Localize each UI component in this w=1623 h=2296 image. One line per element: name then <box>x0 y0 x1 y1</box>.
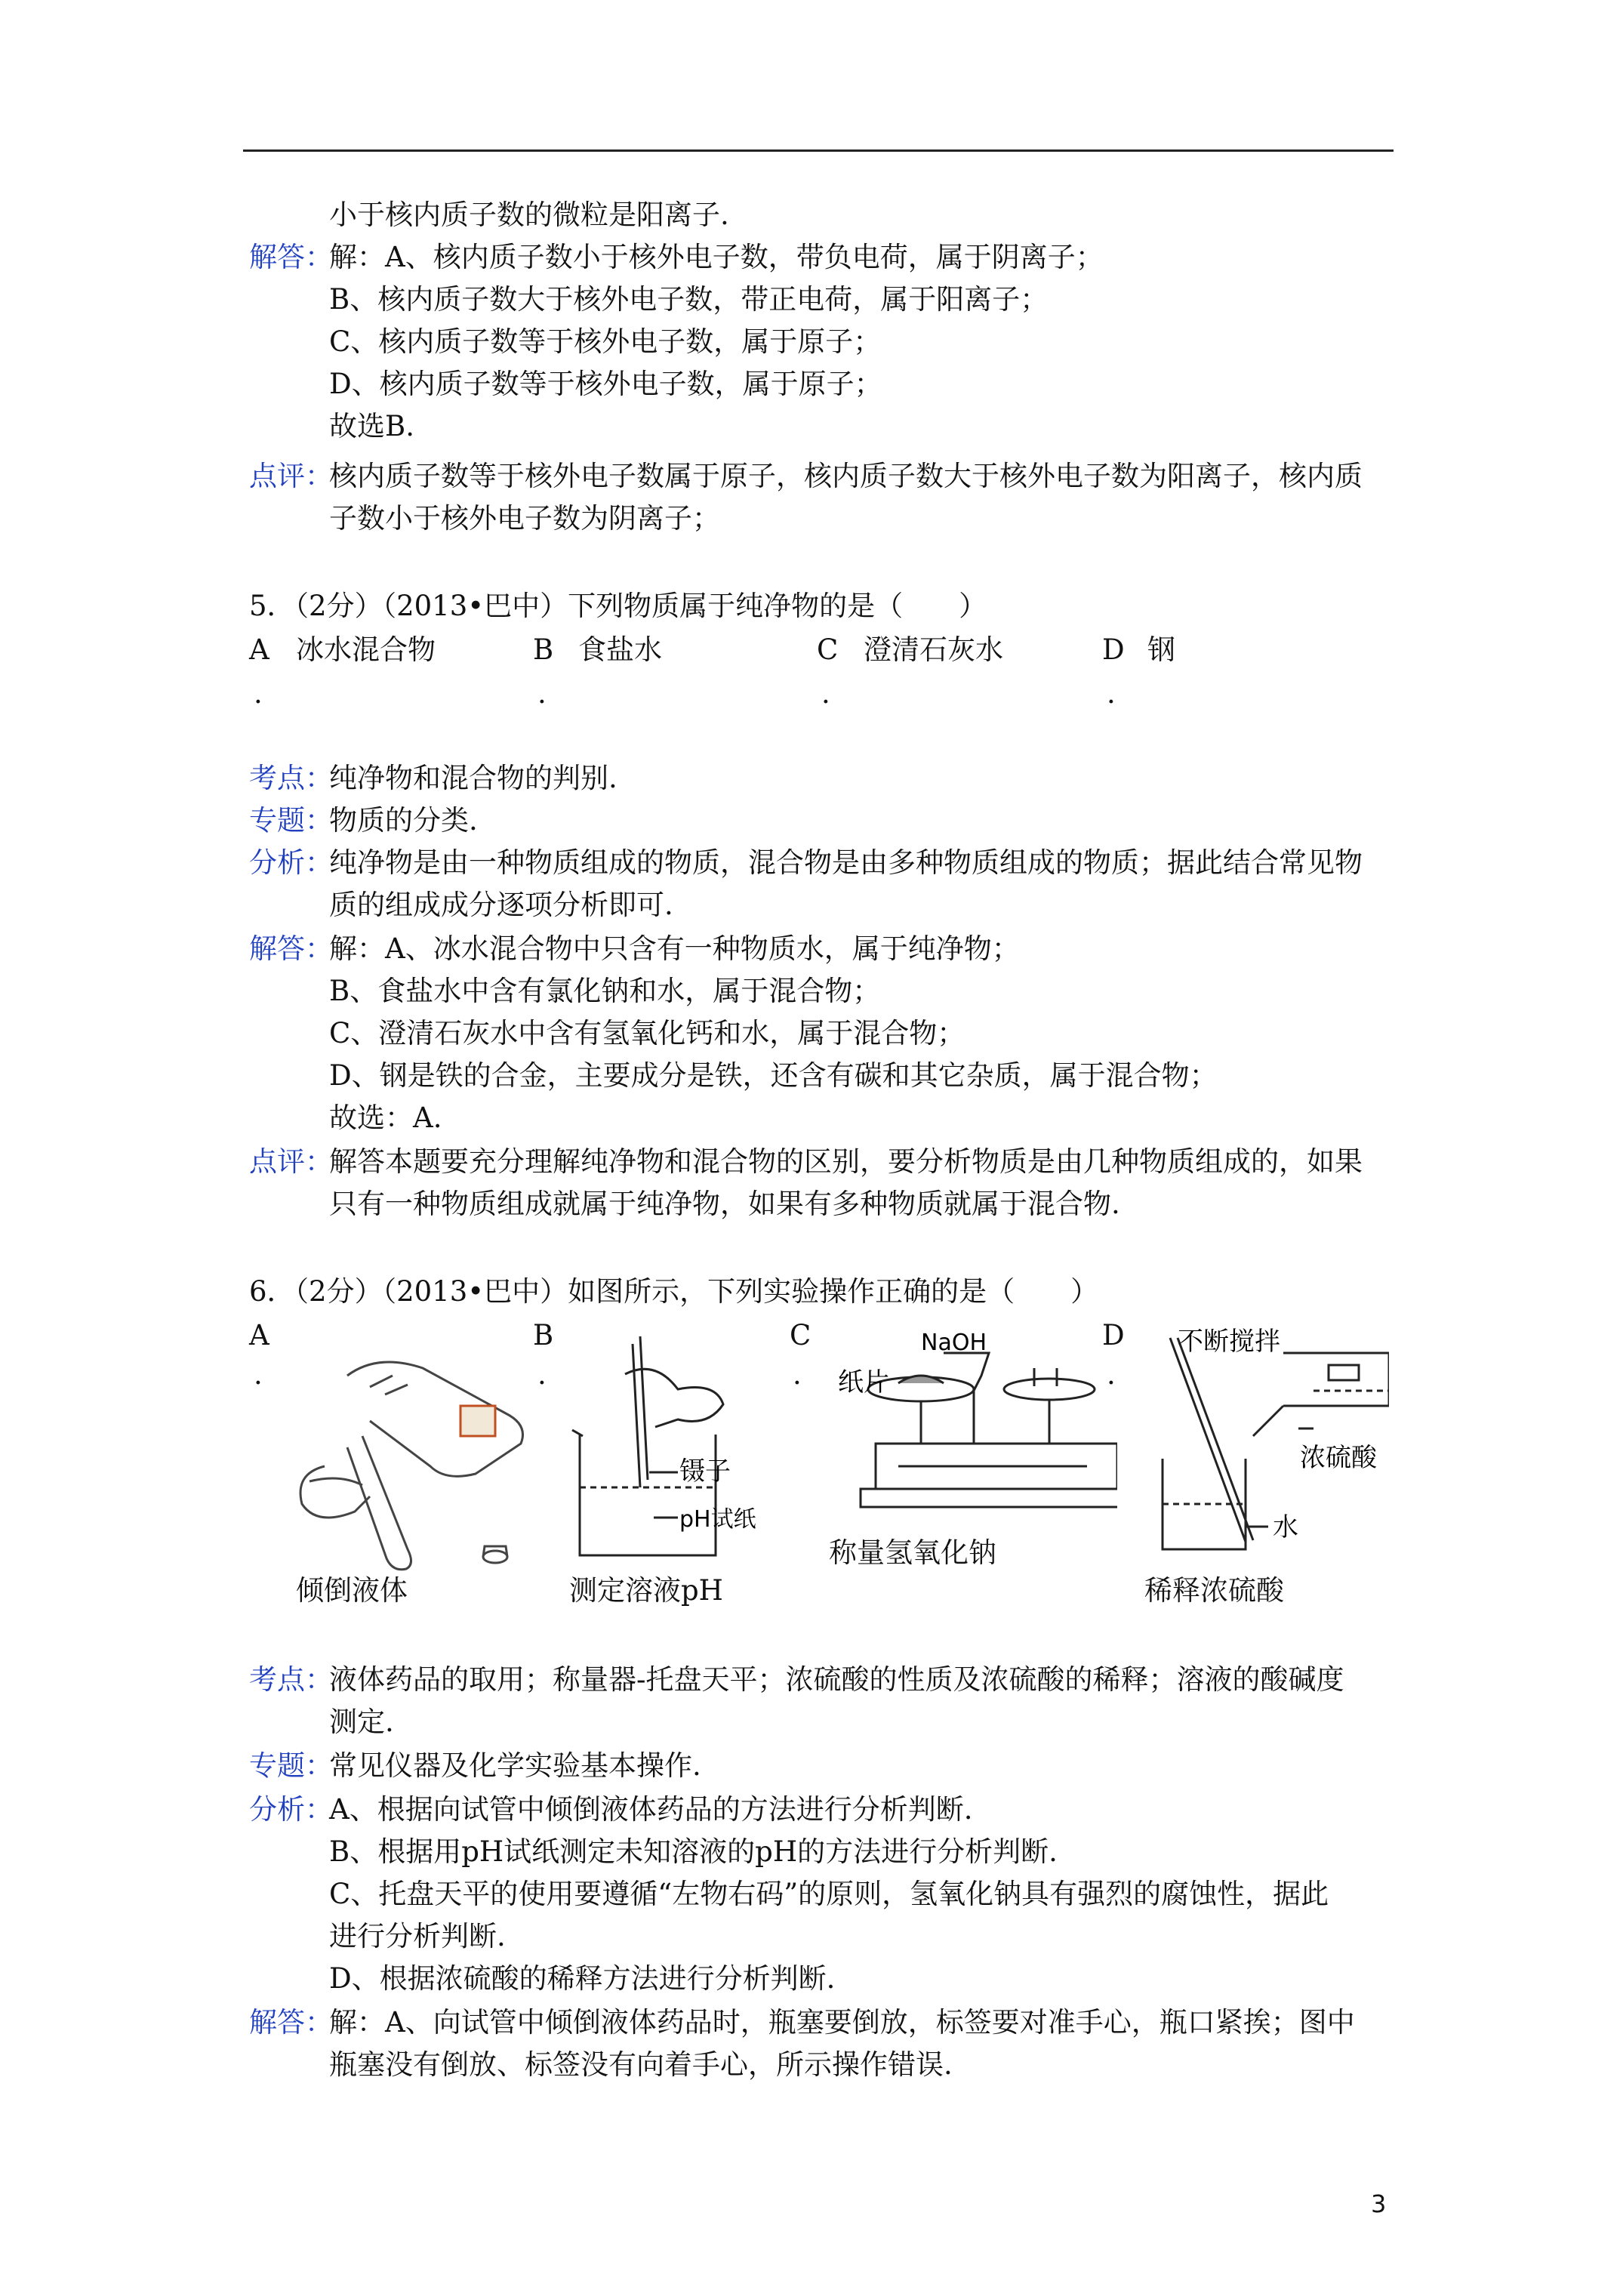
q6-option-b-letter: B <box>533 1319 554 1351</box>
q5-zhuanti: 物质的分类. <box>329 804 478 837</box>
figure-balance <box>830 1323 1117 1542</box>
q5-kaodian-label: 考点： <box>249 762 333 794</box>
q6-answer-line: 解：A、向试管中倾倒液体药品时，瓶塞要倒放，标签要对准手心，瓶口紧挨；图中 <box>329 2006 1355 2039</box>
q4-answer-line: D、核内质子数等于核外电子数，属于原子； <box>329 368 882 400</box>
q5-option-dot: . <box>1107 677 1116 710</box>
q5-zhuanti-label: 专题： <box>249 804 333 837</box>
q6-answer-line: 瓶塞没有倒放、标签没有向着手心，所示操作错误. <box>329 2048 953 2081</box>
figure-ph-test <box>565 1329 806 1563</box>
q6-zhuanti-label: 专题： <box>249 1749 333 1782</box>
q5-option-c-letter: C <box>817 633 839 666</box>
q4-text-line: 小于核内质子数的微粒是阳离子. <box>329 199 729 231</box>
q6-kaodian-label: 考点： <box>249 1663 333 1696</box>
q6-zhuanti: 常见仪器及化学实验基本操作. <box>329 1749 701 1782</box>
q5-answer-label: 解答： <box>249 932 333 965</box>
q6-answer-label: 解答： <box>249 2006 333 2039</box>
q5-option-a-letter: A <box>249 633 269 666</box>
q6-option-dot: . <box>1107 1358 1116 1391</box>
q5-option-c-text: 澄清石灰水 <box>864 633 1003 666</box>
q6-caption-d: 稀释浓硫酸 <box>1144 1574 1284 1607</box>
q4-comment-label: 点评： <box>249 460 333 492</box>
q6-option-d-letter: D <box>1102 1319 1125 1351</box>
q5-comment-line: 只有一种物质组成就属于纯净物，如果有多种物质就属于混合物. <box>329 1188 1120 1220</box>
q5-comment-label: 点评： <box>249 1145 333 1178</box>
q5-fenxi-line: 纯净物是由一种物质组成的物质，混合物是由多种物质组成的物质；据此结合常见物 <box>329 846 1363 879</box>
q6-option-dot: . <box>537 1358 547 1391</box>
q6-option-dot: . <box>793 1358 802 1391</box>
q5-option-b-letter: B <box>533 633 554 666</box>
q5-answer-line: C、澄清石灰水中含有氢氧化钙和水，属于混合物； <box>329 1017 965 1049</box>
q6-caption-c: 称量氢氧化钠 <box>829 1536 996 1569</box>
q4-answer-line: 解：A、核内质子数小于核外电子数，带负电荷，属于阴离子； <box>329 241 1104 273</box>
q5-option-dot: . <box>254 677 263 710</box>
header-rule <box>243 149 1394 152</box>
q4-answer-label: 解答： <box>249 241 333 273</box>
q6-stem: 6．（2分）（2013•巴中）如图所示，下列实验操作正确的是（ ） <box>249 1275 1099 1308</box>
q5-answer-line: 故选：A. <box>329 1102 442 1134</box>
q6-fenxi-line: B、根据用pH试纸测定未知溶液的pH的方法进行分析判断. <box>329 1835 1058 1868</box>
q5-answer-line: B、食盐水中含有氯化钠和水，属于混合物； <box>329 975 881 1007</box>
figure-pour-liquid <box>279 1323 536 1572</box>
q5-fenxi-label: 分析： <box>249 846 333 879</box>
q4-comment-line: 核内质子数等于核外电子数属于原子，核内质子数大于核外电子数为阳离子，核内质 <box>329 460 1363 492</box>
stir-label: 不断搅拌 <box>1178 1327 1280 1357</box>
q5-option-dot: . <box>537 677 547 710</box>
water-label: 水 <box>1273 1512 1298 1542</box>
q4-answer-line: B、核内质子数大于核外电子数，带正电荷，属于阳离子； <box>329 283 1049 316</box>
q5-option-a-text: 冰水混合物 <box>296 633 436 666</box>
q4-answer-line: C、核内质子数等于核外电子数，属于原子； <box>329 325 882 358</box>
q4-answer-line: 故选B. <box>329 410 414 442</box>
q5-answer-line: D、钢是铁的合金，主要成分是铁，还含有碳和其它杂质，属于混合物； <box>329 1059 1218 1092</box>
paper-piece-label: 纸片 <box>838 1367 889 1398</box>
q4-comment-line: 子数小于核外电子数为阴离子； <box>329 502 720 535</box>
q6-kaodian-line: 测定. <box>329 1706 394 1738</box>
q6-fenxi-label: 分析： <box>249 1793 333 1826</box>
q5-comment-line: 解答本题要充分理解纯净物和混合物的区别，要分析物质是由几种物质组成的，如果 <box>329 1145 1363 1178</box>
q5-fenxi-line: 质的组成成分逐项分析即可. <box>329 889 673 921</box>
acid-label: 浓硫酸 <box>1300 1443 1377 1473</box>
q5-option-d-letter: D <box>1102 633 1125 666</box>
page-number: 3 <box>1371 2190 1387 2218</box>
q5-stem: 5．（2分）（2013•巴中）下列物质属于纯净物的是（ ） <box>249 590 987 622</box>
q6-option-a-letter: A <box>249 1319 269 1351</box>
q6-fenxi-line: D、根据浓硫酸的稀释方法进行分析判断. <box>329 1962 836 1995</box>
q5-kaodian: 纯净物和混合物的判别. <box>329 762 617 794</box>
naoh-label: NaOH <box>921 1330 987 1356</box>
q5-option-d-text: 钢 <box>1147 633 1175 666</box>
q6-option-c-letter: C <box>790 1319 812 1351</box>
q5-option-b-text: 食盐水 <box>578 633 662 666</box>
q6-caption-a: 倾倒液体 <box>296 1574 408 1607</box>
q6-kaodian-line: 液体药品的取用；称量器-托盘天平；浓硫酸的性质及浓硫酸的稀释；溶液的酸碱度 <box>329 1663 1344 1696</box>
ph-paper-label: pH试纸 <box>679 1506 756 1533</box>
q6-option-dot: . <box>254 1358 263 1391</box>
q6-caption-b: 测定溶液pH <box>569 1574 723 1607</box>
q5-option-dot: . <box>821 677 830 710</box>
q6-fenxi-line: 进行分析判断. <box>329 1920 506 1952</box>
q6-fenxi-line: A、根据向试管中倾倒液体药品的方法进行分析判断. <box>329 1793 973 1826</box>
figure-dilution <box>1132 1323 1389 1572</box>
q6-fenxi-line: C、托盘天平的使用要遵循“左物右码”的原则，氢氧化钠具有强烈的腐蚀性，据此 <box>329 1878 1329 1910</box>
tweezers-label: 镊子 <box>679 1456 731 1487</box>
q5-answer-line: 解：A、冰水混合物中只含有一种物质水，属于纯净物； <box>329 932 1020 965</box>
